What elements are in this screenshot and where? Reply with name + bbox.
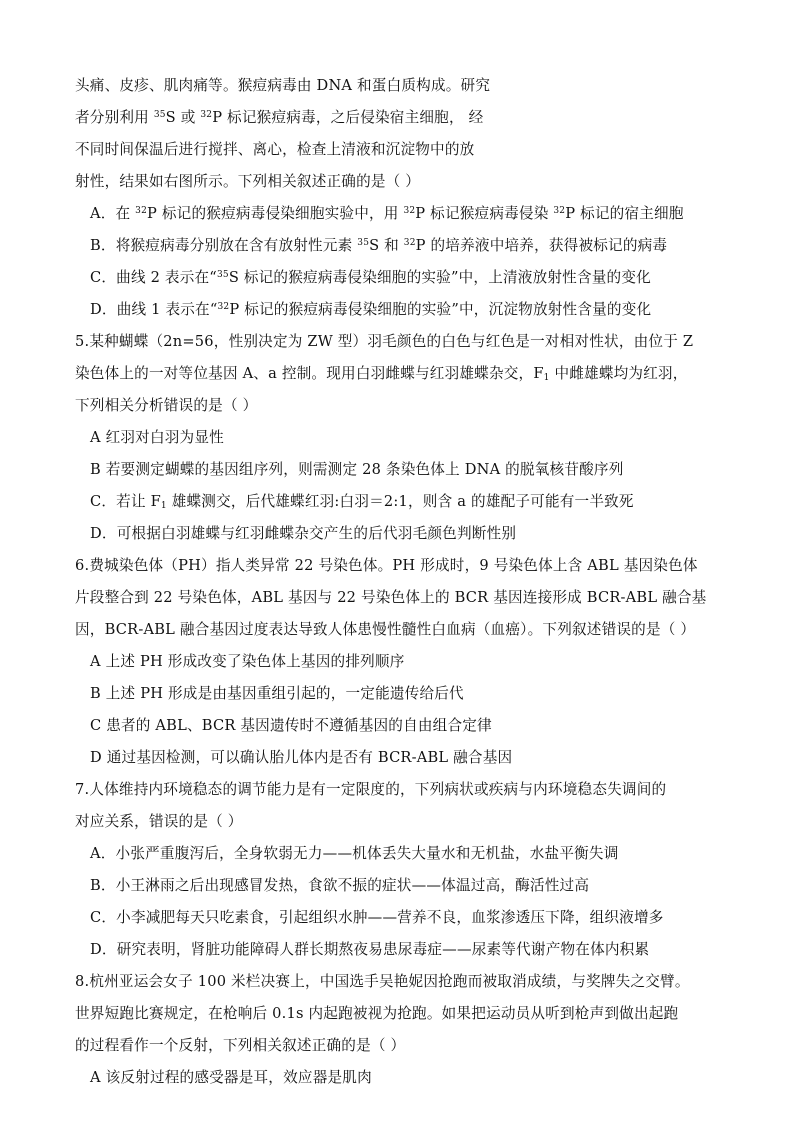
q8-stem-line-3: 的过程看作一个反射，下列相关叙述正确的是（ ） (75, 1037, 406, 1054)
q4-stem-line-4: 射性，结果如右图所示。下列相关叙述正确的是（ ） (75, 173, 421, 190)
q5-stem-line-1: 5.某种蝴蝶（2n=56，性别决定为 ZW 型）羽毛颜色的白色与红色是一对相对性状，由位于 Z (75, 333, 694, 350)
q7-option-c: C．小李减肥每天只吃素食，引起组织水肿——营养不良，血浆渗透压下降，组织液增多 (90, 909, 664, 926)
q4-option-c: C．曲线 2 表示在“$^{35}$S 标记的猴痘病毒侵染细胞的实验”中，上清液放射性含量的变化 (90, 269, 651, 286)
q7-option-b: B．小王淋雨之后出现感冒发热，食欲不振的症状——体温过高，酶活性过高 (90, 877, 590, 894)
q6-stem-line-3: 因，BCR-ABL 融合基因过度表达导致人体患慢性髓性白血病（血癌）。下列叙述错误的是（ ） (75, 621, 696, 638)
q5-option-d: D．可根据白羽雄蝶与红羽雌蝶杂交产生的后代羽毛颜色判断性别 (90, 525, 517, 542)
q4-stem-line-1: 头痛、皮疹、肌肉痛等。猴痘病毒由 DNA 和蛋白质构成。研究 (75, 77, 491, 94)
q8-stem-line-1: 8.杭州亚运会女子 100 米栏决赛上，中国选手吴艳妮因抢跑而被取消成绩，与奖牌失之交臂。 (75, 973, 690, 990)
q4-stem-line-3: 不同时间保温后进行搅拌、离心，检查上清液和沉淀物中的放 (75, 141, 475, 158)
q6-option-c: C 患者的 ABL、BCR 基因遗传时不遵循基因的自由组合定律 (90, 717, 492, 734)
q7-option-d: D．研究表明，肾脏功能障碍人群长期熬夜易患尿毒症——尿素等代谢产物在体内积累 (90, 941, 650, 958)
q6-option-d: D 通过基因检测，可以确认胎儿体内是否有 BCR-ABL 融合基因 (90, 749, 513, 766)
q5-option-c: C．若让 $F_1$ 雄蝶测交，后代雄蝶红羽:白羽＝2:1，则含 a 的雄配子可能有一半致死 (90, 493, 634, 511)
q5-option-b: B 若要测定蝴蝶的基因组序列，则需测定 28 条染色体上 DNA 的脱氧核苷酸序列 (90, 461, 624, 478)
q7-stem-line-2: 对应关系，错误的是（ ） (75, 813, 243, 830)
q4-option-b: B．将猴痘病毒分别放在含有放射性元素 $^{35}$S 和 $^{32}$P 的培养液中培养，获得被标记的病毒 (90, 237, 668, 254)
q4-option-d: D．曲线 1 表示在“$^{32}$P 标记的猴痘病毒侵染细胞的实验”中，沉淀物放射性含量的变化 (90, 301, 652, 318)
q5-stem-line-3: 下列相关分析错误的是（ ） (75, 397, 258, 414)
q6-option-a: A 上述 PH 形成改变了染色体上基因的排列顺序 (90, 653, 405, 670)
q6-stem-line-1: 6.费城染色体（PH）指人类异常 22 号染色体。PH 形成时，9 号染色体上含 ABL 基因染色体 (75, 557, 698, 574)
q6-option-b: B 上述 PH 形成是由基因重组引起的，一定能遗传给后代 (90, 685, 464, 702)
q7-stem-line-1: 7.人体维持内环境稳态的调节能力是有一定限度的，下列病状或疾病与内环境稳态失调间的 (75, 781, 667, 798)
q6-stem-line-2: 片段整合到 22 号染色体，ABL 基因与 22 号染色体上的 BCR 基因连接形成 BCR-ABL 融合基 (75, 589, 707, 606)
q7-option-a: A．小张严重腹泻后，全身软弱无力——机体丢失大量水和无机盐，水盐平衡失调 (90, 845, 619, 862)
q5-stem-line-2: 染色体上的一对等位基因 A、a 控制。现用白羽雌蝶与红羽雄蝶杂交，$F_1$ 中雌雄蝶均为红羽， (75, 365, 688, 383)
q8-stem-line-2: 世界短跑比赛规定，在枪响后 0.1s 内起跑被视为抢跑。如果把运动员从听到枪声到做出起跑 (75, 1005, 679, 1022)
q8-option-a: A 该反射过程的感受器是耳，效应器是肌肉 (90, 1069, 372, 1086)
q4-stem-line-2: 者分别利用 $^{35}$S 或 $^{32}$P 标记猴痘病毒，之后侵染宿主细胞， 经 (75, 109, 484, 126)
q4-option-a: A．在 $^{32}$P 标记的猴痘病毒侵染细胞实验中，用 $^{32}$P 标记猴痘病毒侵染 $^{32}$P 标记的宿主细胞 (90, 205, 684, 222)
q5-option-a: A 红羽对白羽为显性 (90, 429, 224, 446)
